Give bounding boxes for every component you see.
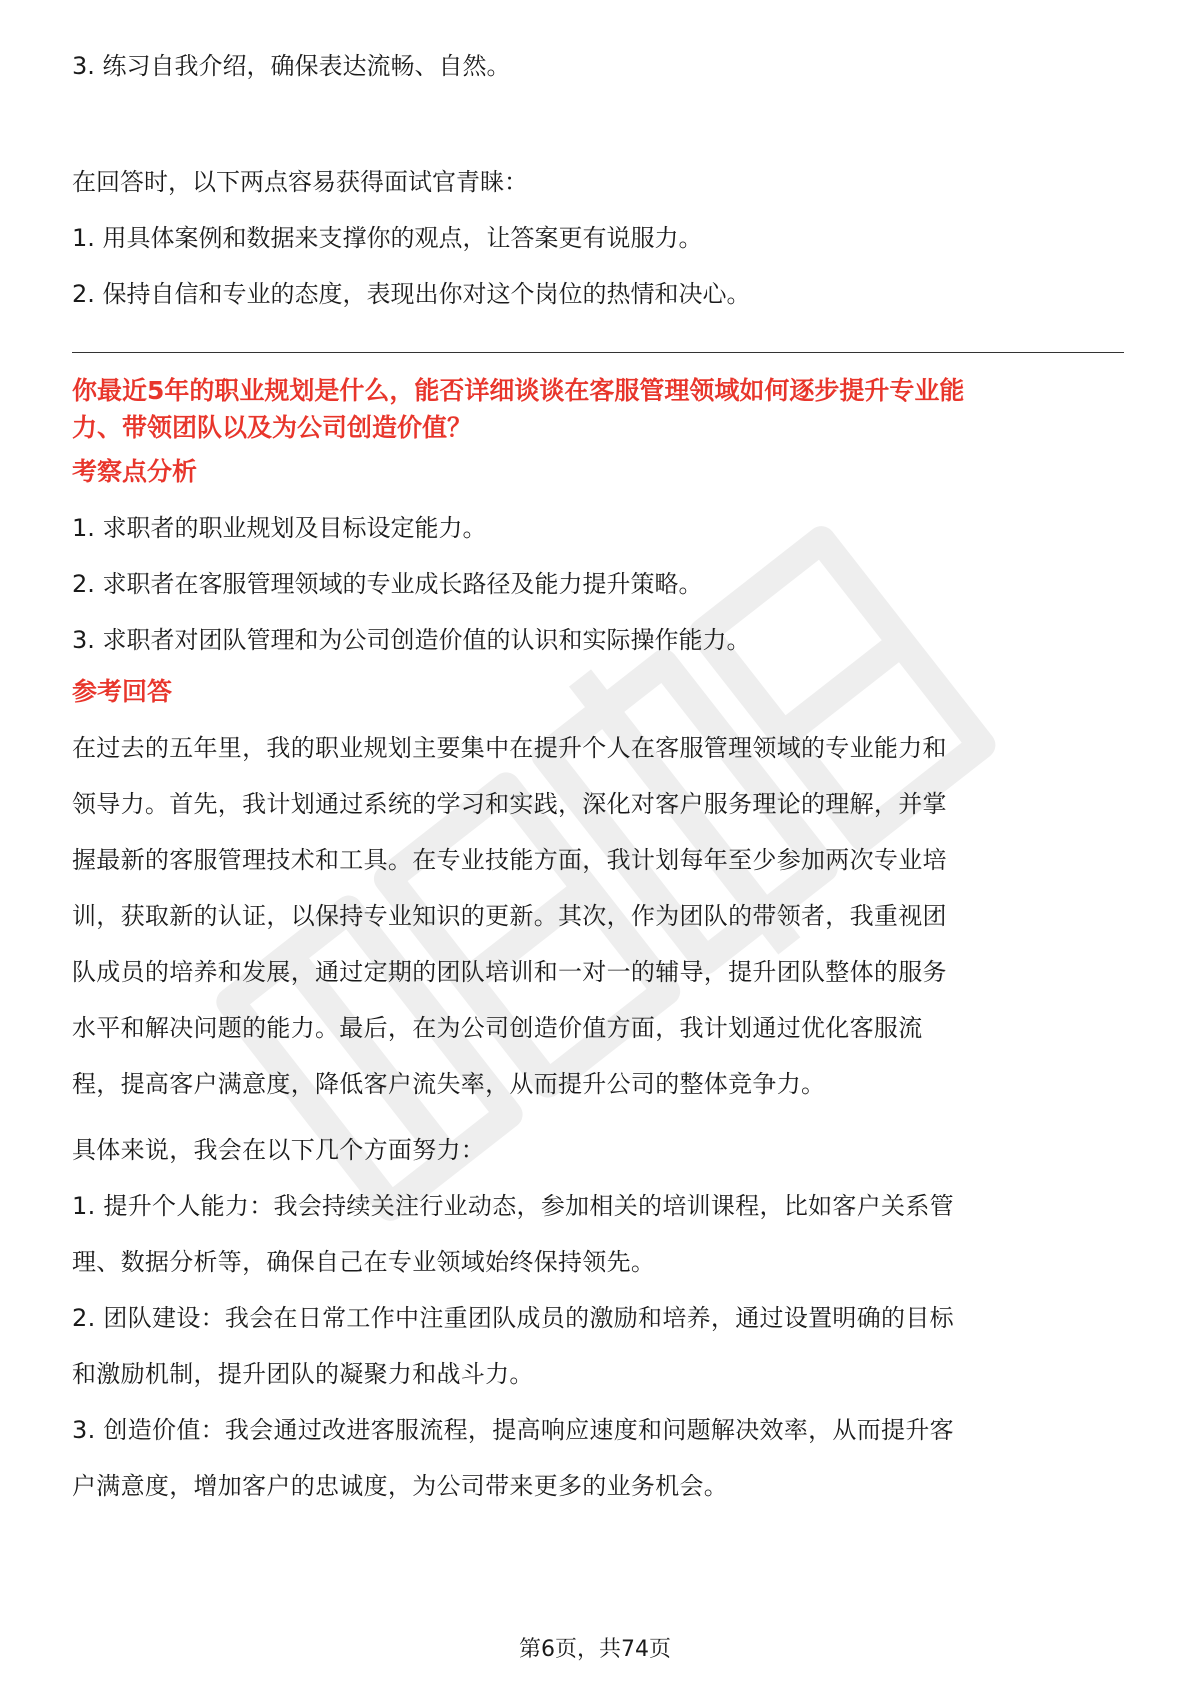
list-item: 1. 提升个人能力：我会持续关注行业动态，参加相关的培训课程，比如客户关系管	[72, 1192, 954, 1220]
answer-paragraph	[72, 720, 1124, 1112]
paragraph-line: 握最新的客服管理技术和工具。在专业技能方面，我计划每年至少参加两次专业培	[72, 846, 947, 874]
answer-title: 参考回答	[72, 677, 173, 706]
paragraph-line: 队成员的培养和发展，通过定期的团队培训和一对一的辅导，提升团队整体的服务	[72, 958, 947, 986]
section-divider	[72, 352, 1124, 353]
paragraph-line: 领导力。首先，我计划通过系统的学习和实践，深化对客户服务理论的理解，并掌	[72, 790, 947, 818]
analysis-section	[72, 452, 1124, 668]
answer-section	[72, 672, 1124, 1112]
paragraph-line: 水平和解决问题的能力。最后，在为公司创造价值方面，我计划通过优化客服流	[72, 1014, 923, 1042]
list-item: 2. 保持自信和专业的态度，表现出你对这个岗位的热情和决心。	[72, 280, 751, 308]
analysis-title: 考察点分析	[72, 457, 198, 486]
question-line: 你最近5年的职业规划是什么，能否详细谈谈在客服管理领域如何逐步提升专业能	[72, 376, 965, 405]
list-item-continuation: 理、数据分析等，确保自己在专业领域始终保持领先。	[72, 1248, 656, 1276]
top-section	[72, 38, 1124, 322]
list-item: 2. 求职者在客服管理领域的专业成长路径及能力提升策略。	[72, 570, 703, 598]
list-item: 2. 团队建设：我会在日常工作中注重团队成员的激励和培养，通过设置明确的目标	[72, 1304, 954, 1332]
paragraph-line: 程，提高客户满意度，降低客户流失率，从而提升公司的整体竞争力。	[72, 1070, 826, 1098]
question-line: 力、带领团队以及为公司创造价值？	[72, 413, 473, 442]
specific-section	[72, 1122, 1124, 1514]
list-item: 3. 创造价值：我会通过改进客服流程，提高响应速度和问题解决效率，从而提升客	[72, 1416, 954, 1444]
list-item: 1. 求职者的职业规划及目标设定能力。	[72, 514, 487, 542]
list-item: 3. 练习自我介绍，确保表达流畅、自然。	[72, 52, 511, 80]
list-item: 3. 求职者对团队管理和为公司创造价值的认识和实际操作能力。	[72, 626, 751, 654]
specific-intro: 具体来说，我会在以下几个方面努力：	[72, 1136, 486, 1164]
page-number: 第6页，共74页	[519, 1637, 671, 1662]
paragraph-line: 训，获取新的认证，以保持专业知识的更新。其次，作为团队的带领者，我重视团	[72, 902, 947, 930]
list-item: 1. 用具体案例和数据来支撑你的观点，让答案更有说服力。	[72, 224, 703, 252]
list-item-continuation: 户满意度，增加客户的忠诚度，为公司带来更多的业务机会。	[72, 1472, 729, 1500]
tips-intro: 在回答时，以下两点容易获得面试官青睐：	[72, 168, 528, 196]
list-item-continuation: 和激励机制，提升团队的凝聚力和战斗力。	[72, 1360, 534, 1388]
question-heading	[72, 372, 1124, 446]
paragraph-line: 在过去的五年里，我的职业规划主要集中在提升个人在客服管理领域的专业能力和	[72, 734, 947, 762]
